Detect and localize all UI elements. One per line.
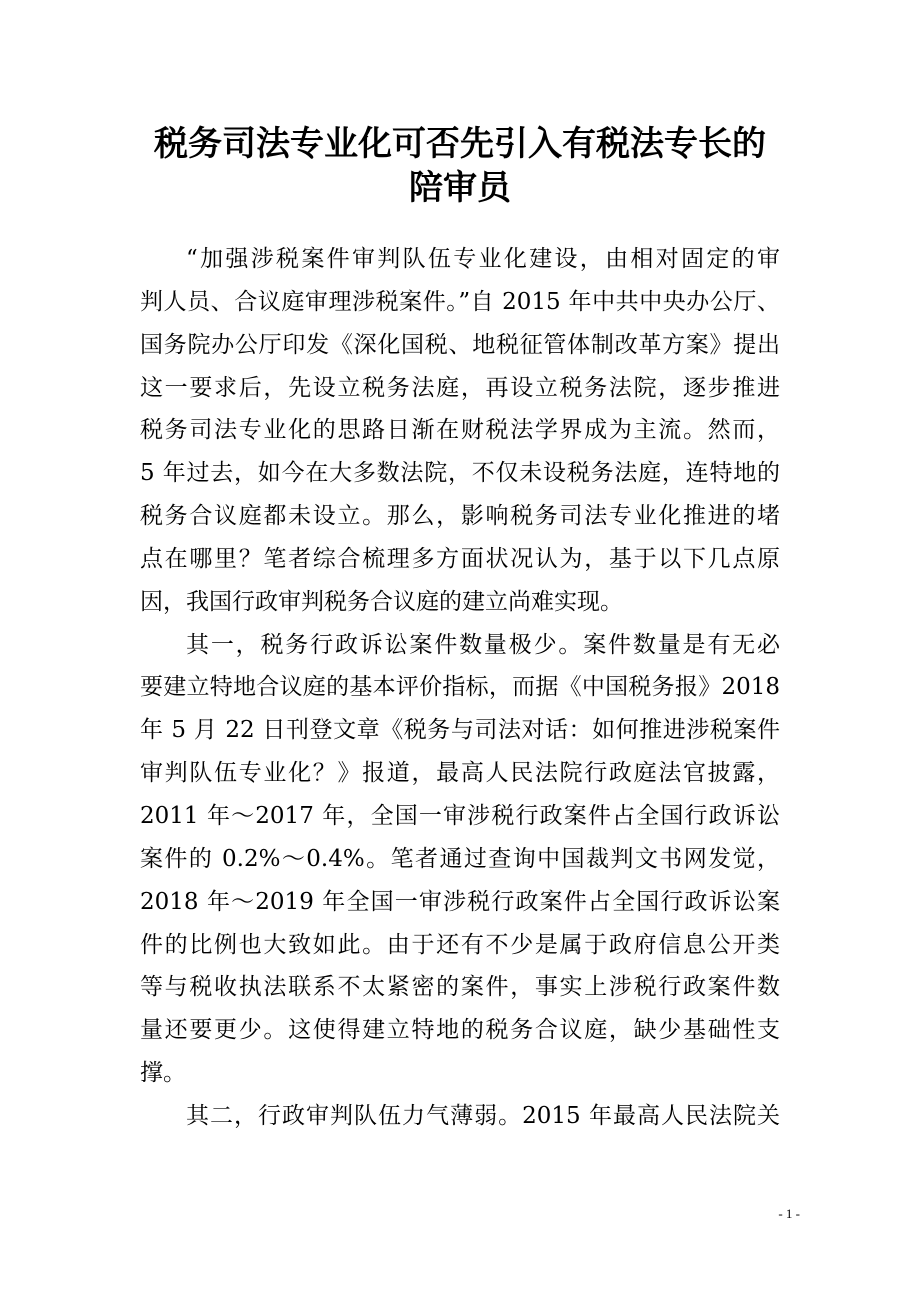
text-line: 撑。: [140, 1060, 186, 1087]
page-number: - 1 -: [778, 1206, 800, 1221]
text-line: 量还要更少。这使得建立特地的税务合议庭，缺少基础性支: [140, 1017, 780, 1044]
text-line: 因，我国行政审判税务合议庭的建立尚难实现。: [140, 588, 623, 615]
text-line: 国务院办公厅印发《深化国税、地税征管体制改革方案》提出: [140, 331, 780, 358]
text-line: 这一要求后，先设立税务法庭，再设立税务法院，逐步推进: [140, 374, 780, 401]
text-line: 2018 年～2019 年全国一审涉税行政案件占全国行政诉讼案: [140, 888, 780, 915]
title-line-1: 税务司法专业化可否先引入有税法专长的: [154, 124, 766, 164]
text-line: 点在哪里？笔者综合梳理多方面状况认为，基于以下几点原: [140, 545, 780, 572]
text-line: 2011 年～2017 年，全国一审涉税行政案件占全国行政诉讼: [140, 802, 780, 829]
document-title: [60, 122, 860, 210]
text-line: 件的比例也大致如此。由于还有不少是属于政府信息公开类: [140, 931, 780, 958]
text-line: “加强涉税案件审判队伍专业化建设，由相对固定的审: [186, 246, 780, 272]
text-line: 税务合议庭都未设立。那么，影响税务司法专业化推进的堵: [140, 503, 780, 530]
text-line: 年 5 月 22 日刊登文章《税务与司法对话：如何推进涉税案件: [140, 717, 780, 744]
text-line: 其一，税务行政诉讼案件数量极少。案件数量是有无必: [186, 631, 780, 658]
text-line: 判人员、合议庭审理涉税案件。”自 2015 年中共中央办公厅、: [140, 288, 780, 315]
text-line: 审判队伍专业化？》报道，最高人民法院行政庭法官披露，: [140, 760, 780, 787]
text-line: 等与税收执法联系不太紧密的案件，事实上涉税行政案件数: [140, 974, 780, 1001]
document-body: [140, 238, 780, 1138]
title-line-2: 陪审员: [409, 168, 511, 208]
text-line: 税务司法专业化的思路日渐在财税法学界成为主流。然而，: [140, 417, 780, 444]
paragraph-3: [140, 1095, 780, 1138]
text-line: 其二，行政审判队伍力气薄弱。2015 年最高人民法院关: [186, 1102, 780, 1129]
text-line: 5 年过去，如今在大多数法院，不仅未设税务法庭，连特地的: [140, 460, 780, 487]
text-line: 要建立特地合议庭的基本评价指标，而据《中国税务报》2018: [140, 674, 780, 701]
paragraph-1: [140, 238, 780, 624]
text-line: 案件的 0.2%～0.4%。笔者通过查询中国裁判文书网发觉，: [140, 845, 780, 872]
paragraph-2: [140, 624, 780, 1095]
